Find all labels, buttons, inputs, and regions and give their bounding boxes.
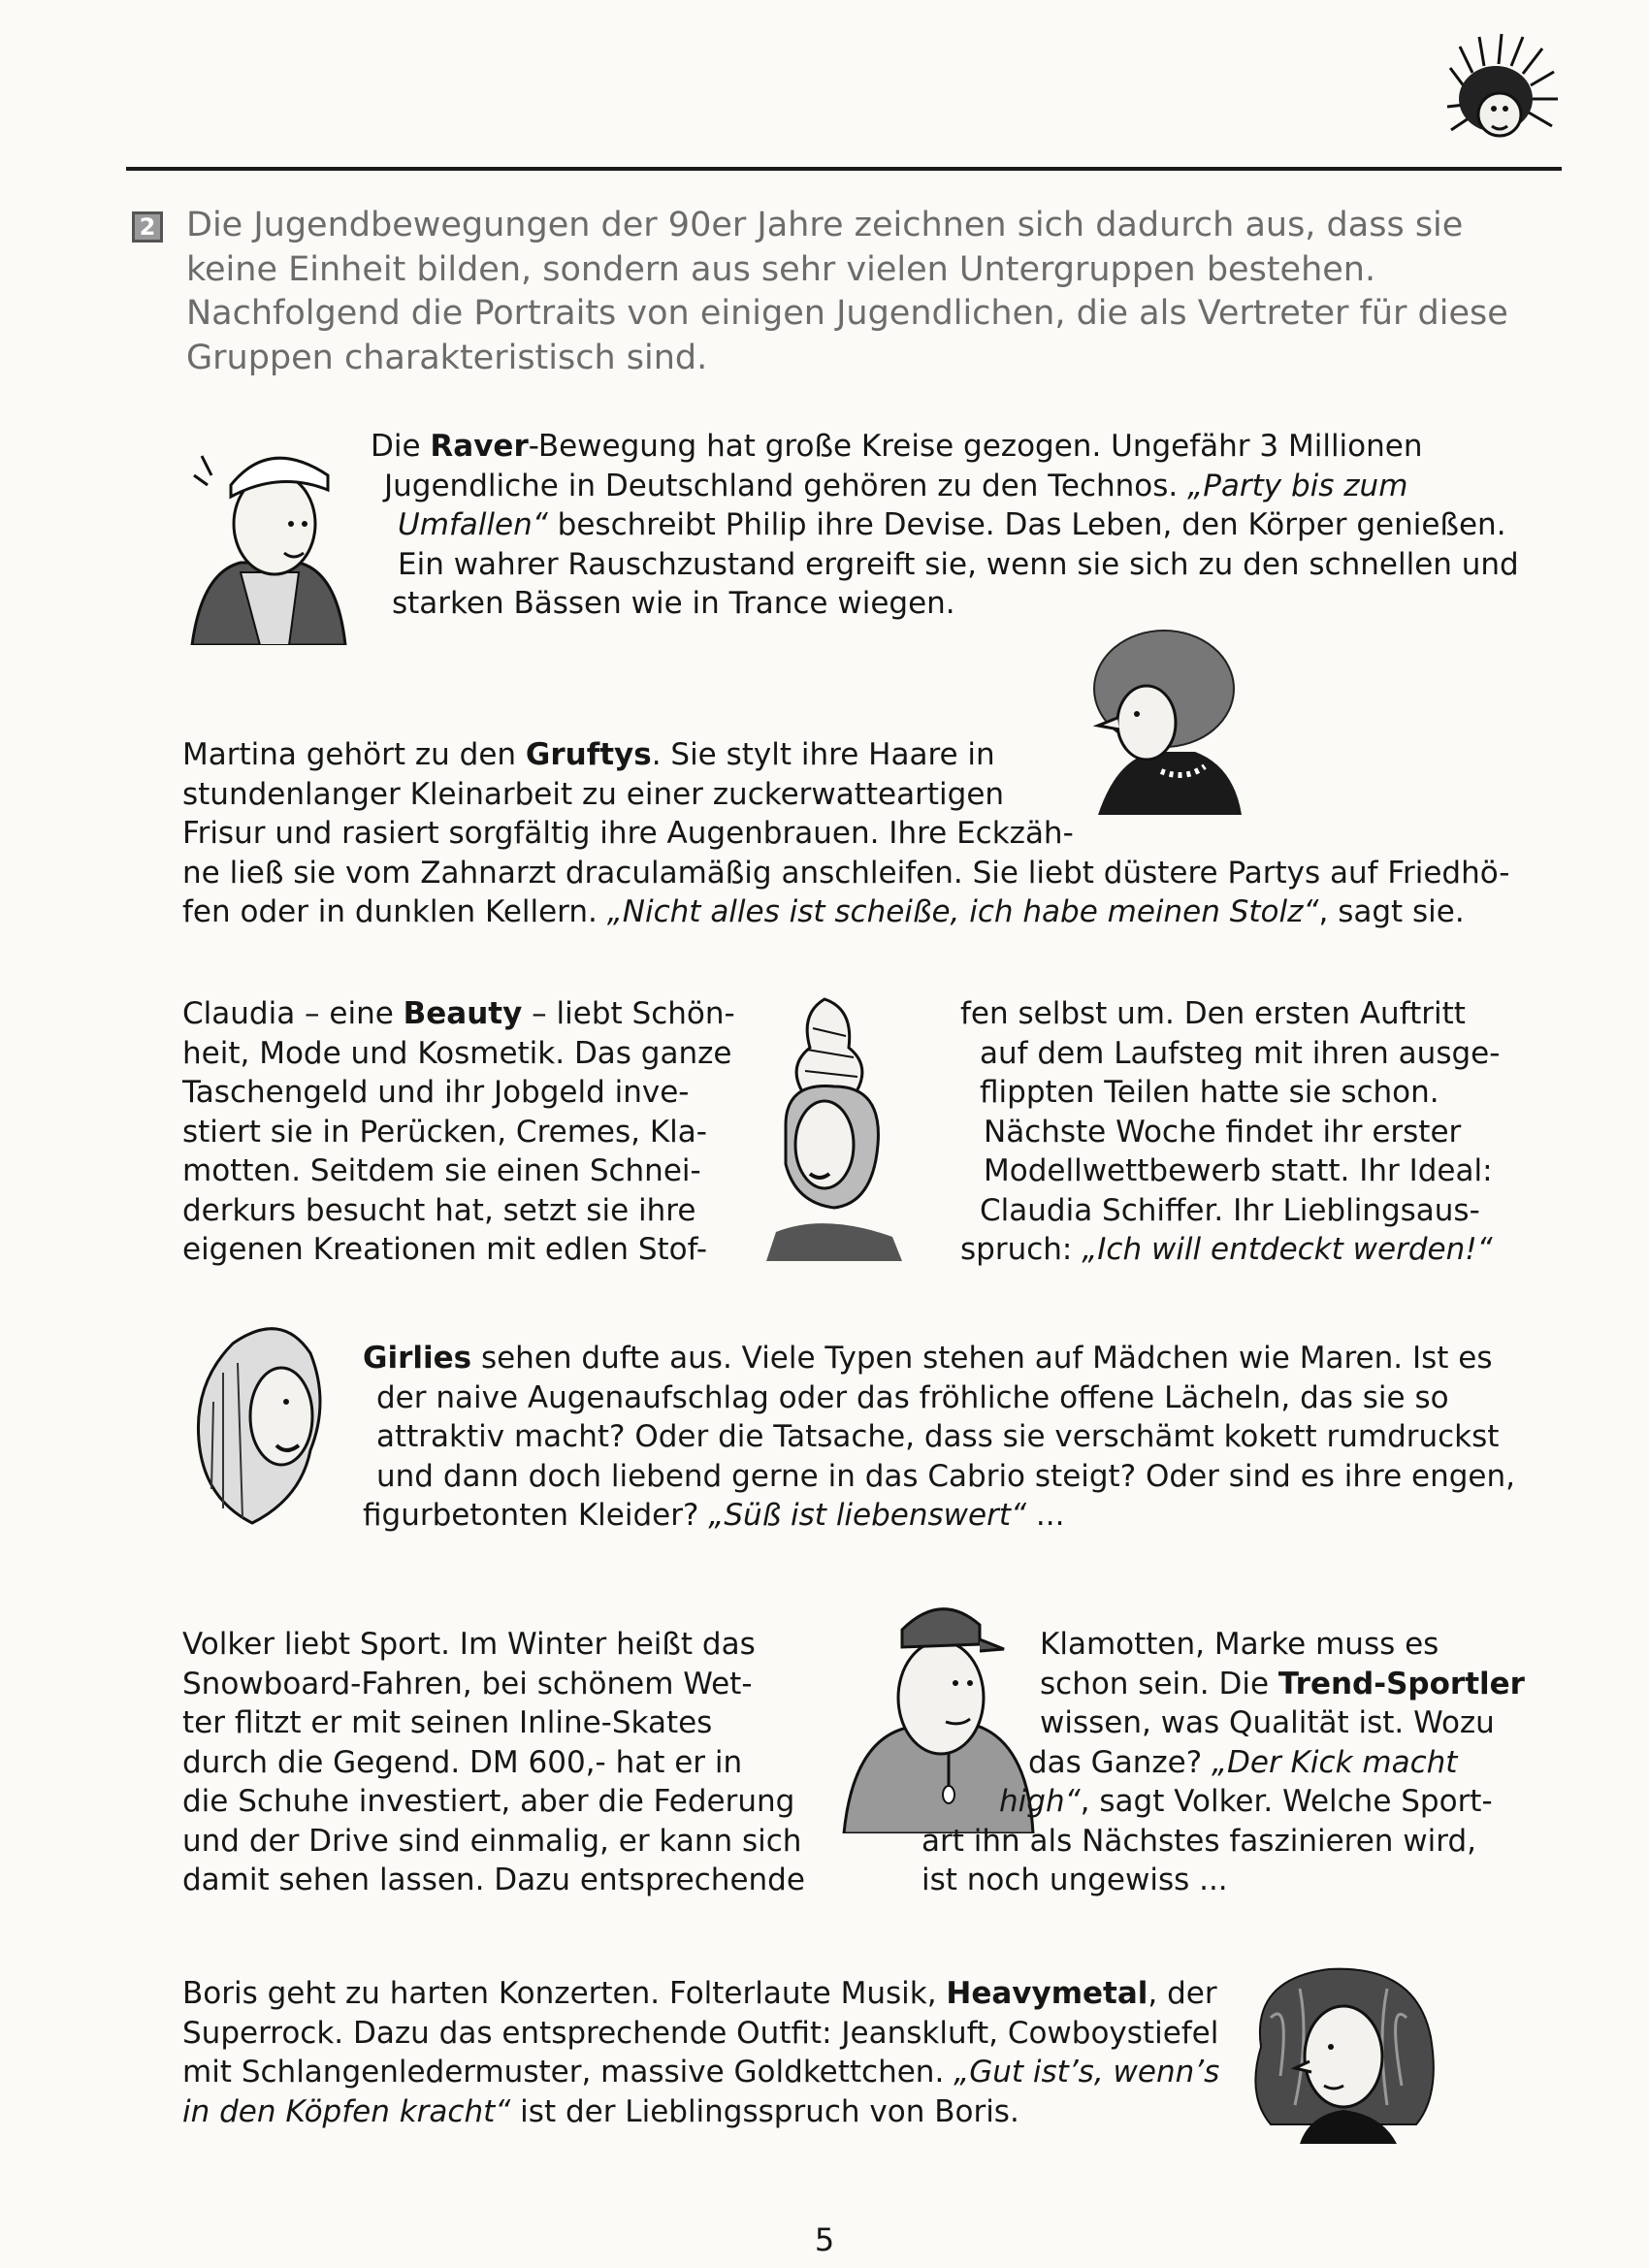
text-run: wissen, was Qualität ist. Wozu — [1040, 1705, 1495, 1740]
text-run: , sagt sie. — [1318, 894, 1465, 929]
text-run: durch die Gegend. DM 600,- hat er in — [182, 1744, 743, 1780]
keyword-beauty: Beauty — [403, 996, 523, 1031]
text-run: Jugendliche in Deutschland gehören zu den Technos. — [384, 468, 1188, 503]
text-run: heit, Mode und Kosmetik. Das ganze — [182, 1035, 732, 1071]
intro-line: keine Einheit bilden, sondern aus sehr vielen Untergruppen bestehen. — [186, 249, 1376, 289]
sport-text-right — [922, 1625, 1525, 1900]
text-run: ter flitzt er mit seinen Inline-Skates — [182, 1705, 713, 1740]
text-run: Snowboard-Fahren, bei schönem Wet- — [182, 1666, 753, 1701]
text-run: -Bewegung hat große Kreise gezogen. Ungefähr 3 Millionen — [528, 429, 1423, 464]
text-run: spruch: — [960, 1232, 1083, 1267]
keyword-heavymetal: Heavymetal — [946, 1976, 1148, 2011]
text-run: starken Bässen wie in Trance wiegen. — [392, 586, 955, 621]
text-run: schon sein. Die — [1040, 1666, 1278, 1701]
quote: „Süß ist liebenswert“ — [708, 1498, 1027, 1533]
heavymetal-illustration — [1242, 1960, 1445, 2144]
text-run: Frisur und rasiert sorgfältig ihre Augenbrauen. Ihre Eckzäh- — [182, 816, 1074, 851]
text-run: Nächste Woche findet ihr erster — [984, 1114, 1462, 1150]
intro-line: Die Jugendbewegungen der 90er Jahre zeichnen sich dadurch aus, dass sie — [186, 206, 1464, 244]
text-run: beschreibt Philip ihre Devise. Das Leben, den Körper genießen. — [547, 507, 1506, 542]
text-run: , sagt Volker. Welche Sport- — [1080, 1784, 1493, 1819]
text-run: attraktiv macht? Oder die Tatsache, dass sie verschämt kokett rumdruckst — [376, 1419, 1500, 1454]
text-run: Ein wahrer Rauschzustand ergreift sie, wenn sie sich zu den schnellen und — [398, 546, 1519, 582]
text-run: – liebt Schön- — [522, 996, 735, 1031]
sport-text-left — [182, 1625, 805, 1900]
girlie-illustration — [184, 1314, 349, 1538]
text-run: fen oder in dunklen Kellern. — [182, 894, 607, 929]
text-run: stundenlanger Kleinarbeit zu einer zuckerwatteartigen — [182, 776, 1005, 812]
text-run: und der Drive sind einmalig, er kann sich — [182, 1823, 802, 1859]
text-run: ist noch ungewiss ... — [922, 1863, 1228, 1897]
quote: „Nicht alles ist scheiße, ich habe meinen Stolz“ — [606, 894, 1319, 929]
quote: „Party bis zum — [1187, 468, 1408, 503]
quote: „Ich will entdeckt werden!“ — [1082, 1232, 1493, 1267]
page-number: 5 — [814, 2221, 835, 2258]
text-run: derkurs besucht hat, setzt sie ihre — [182, 1192, 696, 1228]
text-run: stiert sie in Perücken, Cremes, Kla- — [182, 1114, 707, 1150]
text-run: ist der Lieblingsspruch von Boris. — [510, 2093, 1019, 2129]
text-run: eigenen Kreationen mit edlen Stof- — [182, 1232, 708, 1267]
beauty-text-right — [960, 994, 1500, 1270]
beauty-illustration — [757, 989, 922, 1261]
text-run: Klamotten, Marke muss es — [1040, 1627, 1439, 1662]
text-run: auf dem Laufsteg mit ihren ausge- — [980, 1035, 1501, 1071]
text-run: Claudia Schiffer. Ihr Lieblingsaus- — [980, 1192, 1480, 1228]
intro-line: Nachfolgend die Portraits von einigen Jugendlichen, die als Vertreter für diese — [186, 294, 1508, 333]
beauty-text-left — [182, 994, 735, 1270]
quote: „Gut ist’s, wenn’s — [954, 2055, 1220, 2090]
quote: Umfallen“ — [398, 507, 548, 542]
girlie-text — [363, 1339, 1515, 1536]
hedgehog-icon — [1445, 29, 1562, 155]
text-run: und dann doch liebend gerne in das Cabrio steigt? Oder sind es ihre engen, — [376, 1458, 1516, 1494]
text-run: sehen dufte aus. Viele Typen stehen auf Mädchen wie Maren. Ist es — [471, 1341, 1493, 1376]
text-run: damit sehen lassen. Dazu entsprechende — [182, 1863, 805, 1897]
text-run: . Sie stylt ihre Haare in — [651, 737, 995, 772]
text-run: figurbetonten Kleider? — [363, 1498, 709, 1533]
task-number-badge — [132, 211, 163, 243]
header-rule — [126, 167, 1562, 171]
task-intro — [186, 204, 1564, 380]
text-run: Claudia – eine — [182, 996, 404, 1031]
text-run: der naive Augenaufschlag oder das fröhliche offene Lächeln, das sie so — [376, 1379, 1449, 1415]
keyword-trend-sportler: Trend-Sportler — [1277, 1666, 1525, 1701]
text-run: das Ganze? — [1028, 1744, 1212, 1780]
text-run: , der — [1148, 1976, 1217, 2011]
text-run: ne ließ sie vom Zahnarzt draculamäßig anschleifen. Sie liebt düstere Partys auf Friedhö- — [182, 855, 1510, 891]
text-run: Taschengeld und ihr Jobgeld inve- — [182, 1075, 690, 1110]
task-number: 2 — [139, 213, 156, 241]
quote: in den Köpfen kracht“ — [182, 2093, 511, 2129]
text-run: Martina gehört zu den — [182, 737, 526, 772]
intro-line: Gruppen charakteristisch sind. — [186, 338, 708, 377]
text-run: motten. Seitdem sie einen Schnei- — [182, 1153, 701, 1188]
heavymetal-text — [182, 1974, 1219, 2131]
text-run: art ihn als Nächstes faszinieren wird, — [922, 1823, 1477, 1859]
keyword-girlies: Girlies — [363, 1341, 472, 1376]
quote: high“ — [999, 1784, 1081, 1819]
text-run: Die — [371, 429, 431, 464]
text-run: Boris geht zu harten Konzerten. Folterlaute Musik, — [182, 1976, 947, 2011]
text-run: ... — [1026, 1498, 1065, 1533]
text-run: Modellwettbewerb statt. Ihr Ideal: — [984, 1153, 1493, 1188]
text-run: mit Schlangenledermuster, massive Goldkettchen. — [182, 2055, 954, 2090]
text-run: flippten Teilen hatte sie schon. — [980, 1075, 1439, 1110]
raver-text — [371, 427, 1519, 624]
keyword-raver: Raver — [430, 429, 529, 464]
keyword-gruftys: Gruftys — [525, 737, 652, 772]
text-run: Superrock. Dazu das entsprechende Outfit: Jeanskluft, Cowboystiefel — [182, 2015, 1219, 2051]
grufty-text — [182, 735, 1509, 932]
text-run: fen selbst um. Den ersten Auftritt — [960, 996, 1466, 1031]
raver-illustration — [182, 427, 347, 645]
quote: „Der Kick macht — [1212, 1744, 1458, 1780]
text-run: Volker liebt Sport. Im Winter heißt das — [182, 1627, 756, 1662]
text-run: die Schuhe investiert, aber die Federung — [182, 1784, 795, 1819]
